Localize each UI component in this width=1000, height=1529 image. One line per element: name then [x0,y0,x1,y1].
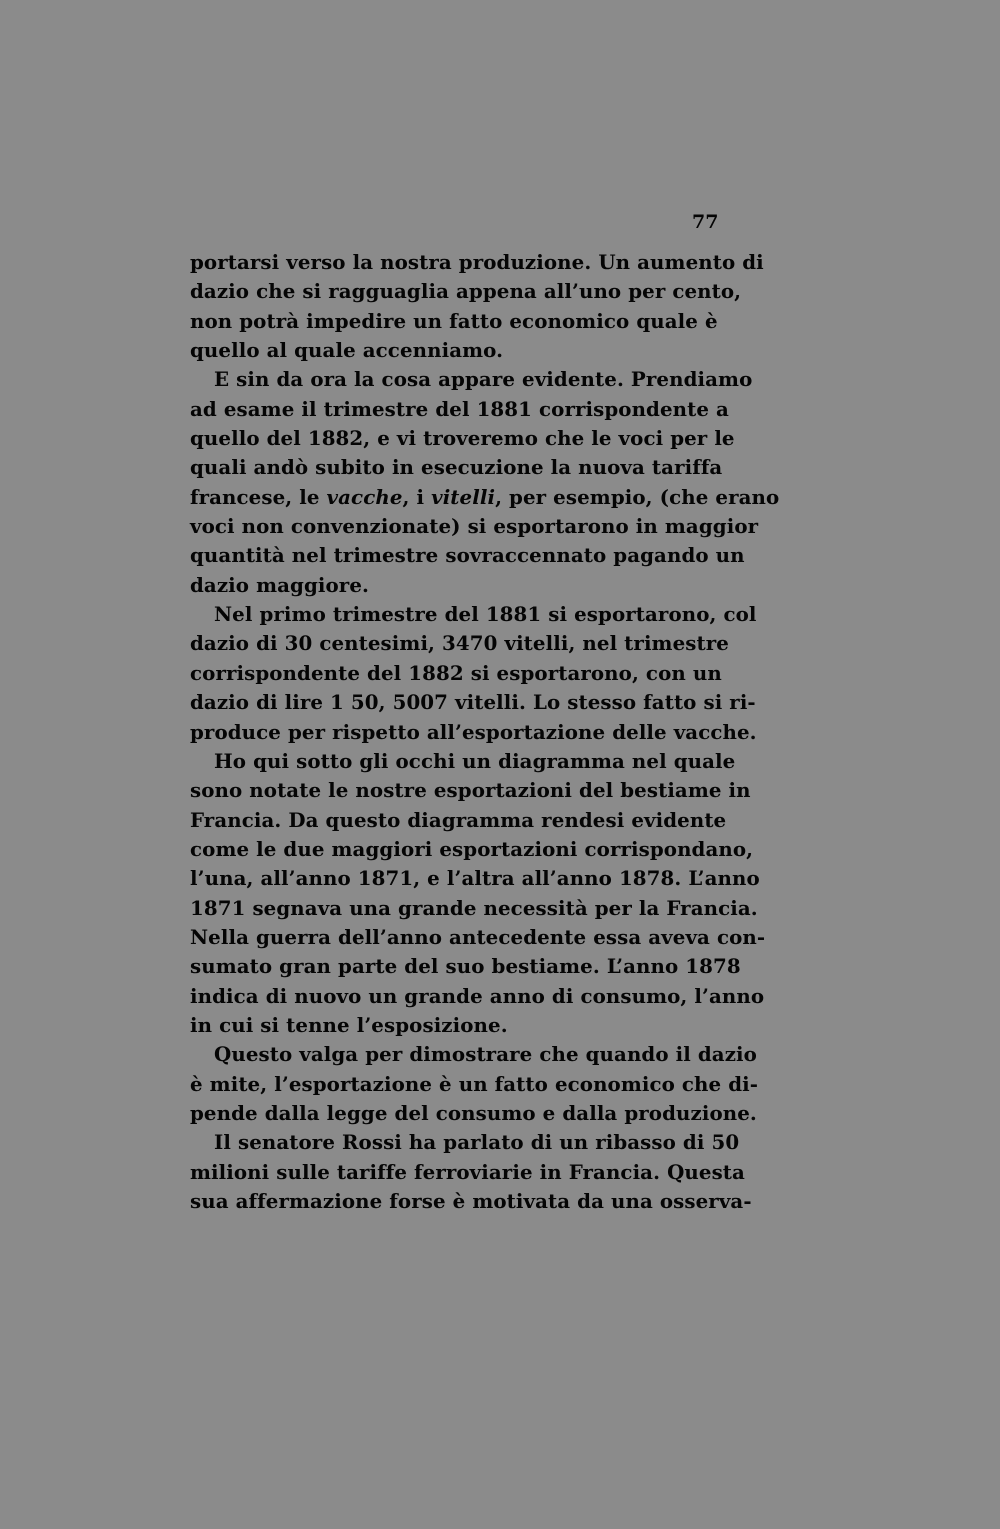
text-line-16: dazio di lire 1 50, 5007 vitelli. Lo stesso fatto si ri- [190,690,756,715]
text-line-24: Nella guerra dell’anno antecedente essa aveva con- [190,924,766,949]
body-text [190,248,780,1216]
text-line-29: è mite, l’esportazione è un fatto economico che di- [190,1071,759,1096]
text-line-25: sumato gran parte del suo bestiame. L’anno 1878 [190,954,741,979]
text-line-15: corrispondente del 1882 si esportarono, con un [190,660,722,685]
text-line-3: non potrà impedire un fatto economico quale è [190,308,718,333]
text-line-4: quello al quale accenniamo. [190,338,504,363]
text-line-22: l’una, all’anno 1871, e l’altra all’anno 1878. L’anno [190,866,760,891]
page-number: 77 [692,211,719,233]
text-line-1: portarsi verso la nostra produzione. Un aumento di [190,250,764,274]
text-line-12: dazio maggiore. [190,572,369,597]
text-line-11: quantità nel trimestre sovraccennato pagando un [190,543,745,568]
text-line-28: Questo valga per dimostrare che quando il dazio [214,1042,757,1067]
text-line-17: produce per rispetto all’esportazione delle vacche. [190,719,757,744]
text-line-5: E sin da ora la cosa appare evidente. Prendiamo [214,367,753,392]
text-line-30: pende dalla legge del consumo e dalla produzione. [190,1100,757,1125]
text-line-10: voci non convenzionate) si esportarono in maggior [190,514,759,539]
italic-word: vacche [326,484,403,509]
text-line-14: dazio di 30 centesimi, 3470 vitelli, nel trimestre [190,631,729,656]
text-line-8: quali andò subito in esecuzione la nuova tariffa [190,455,723,480]
text-line-21: come le due maggiori esportazioni corrispondano, [190,836,754,861]
text-line-19: sono notate le nostre esportazioni del bestiame in [190,778,751,803]
text-line-18: Ho qui sotto gli occhi un diagramma nel quale [214,748,736,773]
text-line-32: milioni sulle tariffe ferroviarie in Francia. Questa [190,1159,745,1184]
italic-word: vitelli [431,484,496,509]
text-line-9: francese, le vacche, i vitelli, per esempio, (che erano [190,484,780,509]
text-line-13: Nel primo trimestre del 1881 si esportarono, col [214,602,757,627]
text-line-23: 1871 segnava una grande necessità per la Francia. [190,895,758,920]
text-line-27: in cui si tenne l’esposizione. [190,1012,508,1037]
text-line-20: Francia. Da questo diagramma rendesi evidente [190,807,727,832]
text-line-31: Il senatore Rossi ha parlato di un ribasso di 50 [214,1130,740,1155]
text-line-26: indica di nuovo un grande anno di consumo, l’anno [190,983,765,1008]
text-line-7: quello del 1882, e vi troveremo che le voci per le [190,426,735,451]
text-line-2: dazio che si ragguaglia appena all’uno per cento, [190,279,742,304]
text-line-33: sua affermazione forse è motivata da una osserva- [190,1189,752,1213]
text-line-6: ad esame il trimestre del 1881 corrispondente a [190,396,729,421]
